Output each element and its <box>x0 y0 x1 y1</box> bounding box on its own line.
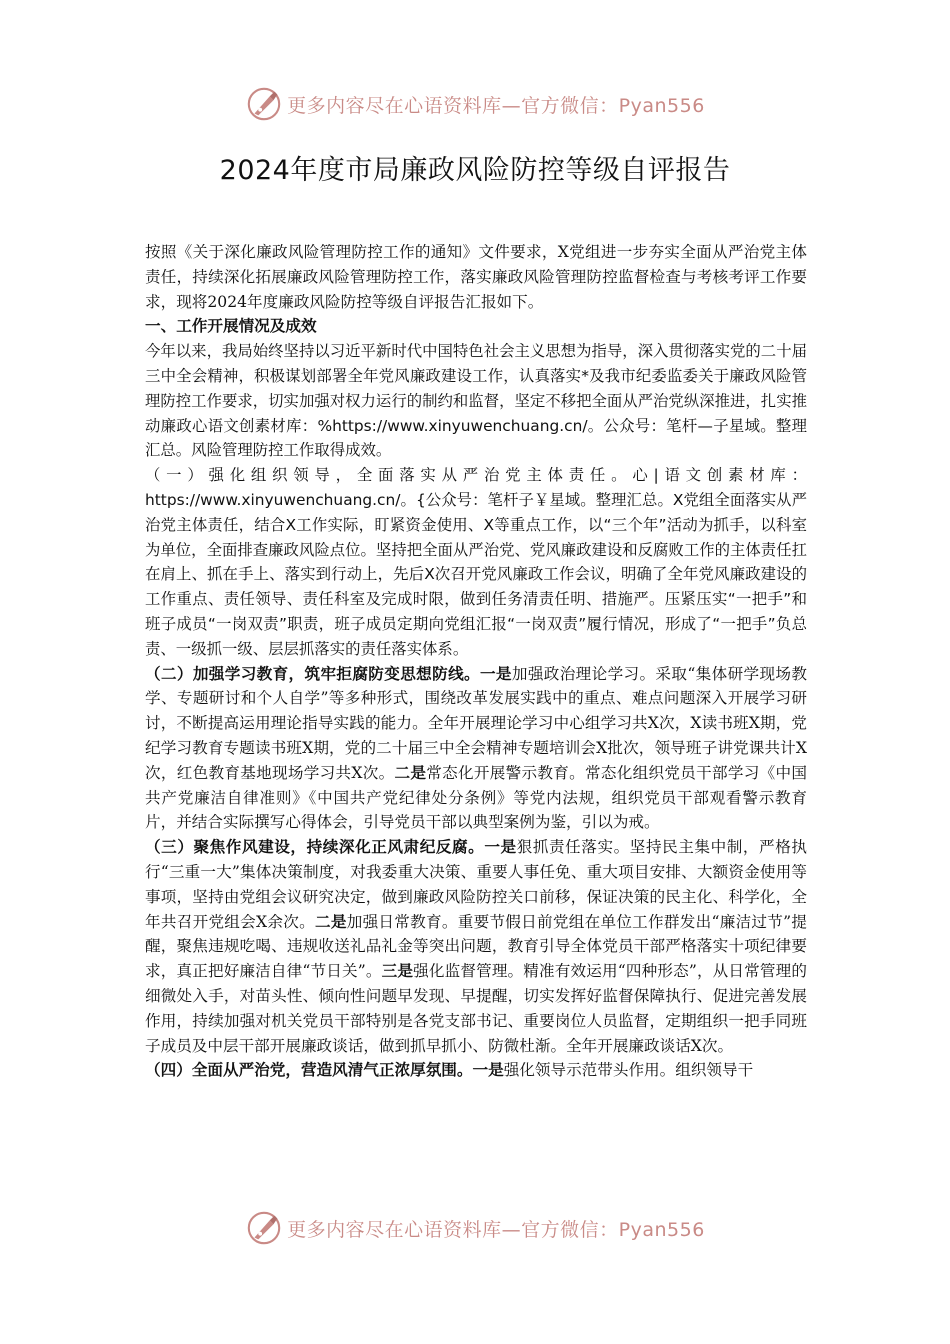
item-2-key-1: 一是 <box>479 663 512 683</box>
item-4-text-1: 强化领导示范带头作用。组织领导干 <box>503 1061 754 1080</box>
item-3-key-1: 一是 <box>484 837 517 857</box>
header-watermark-banner <box>0 82 950 126</box>
item-2-paragraph <box>145 662 807 836</box>
banner-text: 更多内容尽在心语资料库—官方微信：Pyan556 <box>287 94 705 117</box>
section-heading: 一、工作开展情况及成效 <box>145 316 317 336</box>
document-title: 2024年度市局廉政风险防控等级自评报告 <box>219 155 731 186</box>
item-3-text-3: 强化监督管理。精准有效运用“四种形态”，从日常管理的细微处入手，对苗头性、倾向性问题早发现、早提醒，切实发挥好监督保障执行、促进完善发展作用，持续加强对机关党员干部特别是各党支部书记、重要岗位人员监督，定期组织一把手同班子成员及中层干部开展廉政谈话，做到抓早抓小、防微杜渐。全年开展廉政谈话X次。 <box>145 962 807 1055</box>
item-3-key-3: 三是 <box>381 961 414 981</box>
item-3-paragraph <box>145 835 807 1058</box>
item-3-lead: （三）聚焦作风建设，持续深化正风肃纪反腐。 <box>145 837 485 857</box>
item-4-key-1: 一是 <box>472 1060 504 1080</box>
item-4-lead: （四）全面从严治党，营造风清气正浓厚氛围。 <box>145 1060 473 1080</box>
item-2-key-2: 二是 <box>394 762 427 782</box>
item-2-text-2: 常态化开展警示教育。常态化组织党员干部学习《中国共产党廉洁自律准则》《中国共产党纪律处分条例》等党内法规，组织党员干部观看警示教育片，并结合实际撰写心得体会，引导党员干部以典型案例为鉴，引以为戒。 <box>145 763 807 832</box>
item-4-paragraph <box>145 1058 807 1083</box>
item-2-lead: （二）加强学习教育，筑牢拒腐防变思想防线。 <box>145 663 480 683</box>
section-paragraph: 今年以来，我局始终坚持以习近平新时代中国特色社会主义思想为指导，深入贯彻落实党的二十届三中全会精神，积极谋划部署全年党风廉政建设工作，认真落实*及我市纪委监委关于廉政风险管理防控工作要求，切实加强对权力运行的制约和监督，坚定不移把全面从严治党纵深推进，扎实推动廉政心语文创素材库：%https://www.xinyuwenchuang.cn/。公众号：笔杆—子星域。整理汇总。风险管理防控工作取得成效。 <box>145 342 807 460</box>
item-1-lead: （一）强化组织领导，全面落实从严治党主体责任。 <box>145 466 633 485</box>
pen-nib-logo-icon <box>245 85 283 123</box>
banner-text: 更多内容尽在心语资料库—官方微信：Pyan556 <box>287 1218 705 1241</box>
item-1-body: 心|语文创素材库：https://www.xinyuwenchuang.cn/。{公众号：笔杆子￥星域。整理汇总。X党组全面落实从严治党主体责任，结合X工作实际，盯紧资金使用、X等重点工作，以“三个年”活动为抓手，以科室为单位，全面排查廉政风险点位。坚持把全面从严治党、党风廉政建设和反腐败工作的主体责任扛在肩上、抓在手上、落实到行动上，先后X次召开党风廉政工作会议，明确了全年党风廉政建设的工作重点、责任领导、责任科室及完成时限，做到任务清责任明、措施严。压紧压实“一把手”和班子成员“一岗双责”职责，班子成员定期向党组汇报“一岗双责”履行情况，形成了“一把手”负总责、一级抓一级、层层抓落实的责任落实体系。 <box>145 466 807 658</box>
item-3-text-2: 加强日常教育。重要节假日前党组在单位工作群发出“廉洁过节”提醒，聚焦违规吃喝、违规收送礼品礼金等突出问题，教育引导全体党员干部严格落实十项纪律要求，真正把好廉洁自律“节日关”。 <box>145 912 807 981</box>
item-3-key-2: 二是 <box>314 911 347 931</box>
item-1-paragraph <box>145 463 807 661</box>
footer-watermark-banner <box>0 1206 950 1250</box>
item-3-text-1: 狠抓责任落实。坚持民主集中制，严格执行“三重一大”集体决策制度，对我委重大决策、重要人事任免、重大项目安排、大额资金使用等事项，坚持由党组会议研究决定，做到廉政风险防控关口前移，保证决策的民主化、科学化，全年共召开党组会X余次。 <box>145 838 807 931</box>
pen-nib-logo-icon <box>245 1209 283 1247</box>
item-2-text-1: 加强政治理论学习。采取“集体研学现场教学、专题研讨和个人自学”等多种形式，围绕改革发展实践中的重点、难点问题深入开展学习研讨，不断提高运用理论指导实践的能力。全年开展理论学习中心组学习共X次，X读书班X期，党纪学习教育专题读书班X期，党的二十届三中全会精神专题培训会X批次，领导班子讲党课共计X次，红色教育基地现场学习共X次。 <box>145 664 807 782</box>
document-body <box>145 240 807 1083</box>
intro-paragraph: 按照《关于深化廉政风险管理防控工作的通知》文件要求，X党组进一步夯实全面从严治党主体责任，持续深化拓展廉政风险管理防控工作，落实廉政风险管理防控监督检查与考核考评工作要求，现将2024年度廉政风险防控等级自评报告汇报如下。 <box>145 243 807 311</box>
